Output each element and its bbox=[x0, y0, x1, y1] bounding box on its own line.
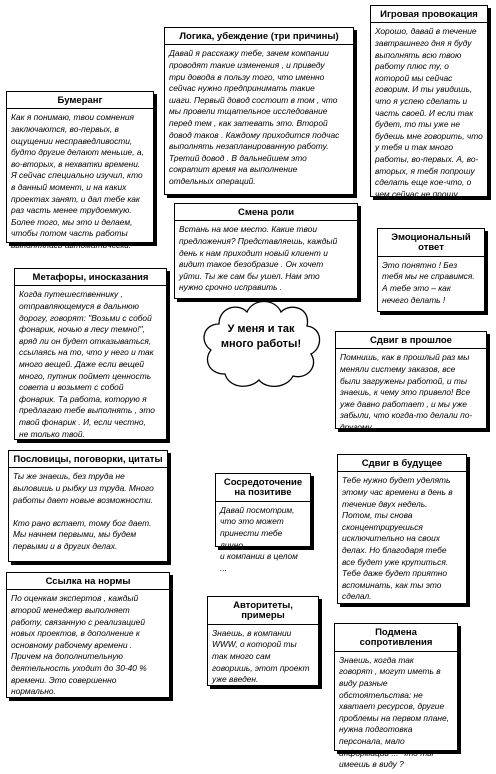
card-shift-past bbox=[335, 331, 487, 432]
card-text: Помнишь, как в прошлый раз мы меняли систему заказов, все были загружены работой, и ты знаешь, к чему это привело! Все уже давно работает , и мы уже забыли, что когда-то делали по- другому. bbox=[340, 352, 473, 432]
card-title: Эмоциональный ответ bbox=[378, 229, 484, 257]
card-text: Знаешь, когда так говорят , могут иметь в виду разные обстоятельства: не хватает ресурсов, другие проблемы на первом плане, нужна подготовка персонала, мало информации ... Что ты имеешь в виду ? bbox=[339, 654, 449, 770]
card-shift-future bbox=[337, 454, 467, 604]
card-text: Давай я расскажу тебе, зачем компании проводят такие изменения , и приведу три довода в пользу того, что именно сейчас нужно предпринимать такие шаги. Первый довод состоит в том , что мы провели тщательное исследование перед тем , как затевать это. Второй довод таков . Каждому приходится подчас выполнять незапланированную работу. Третий довод . В дальнейшем это сократит время на выполнение отдельных операций. bbox=[169, 48, 340, 186]
card-text: Встань на мое место. Какие твои предложения? Представляешь, каждый день к нам приходит новый клиент и видит такое безобразие . Он хочет уйти. Ты же сам бы ушел. Нам это нужно срочно исправить . bbox=[179, 224, 338, 293]
card-title: Сосредоточение на позитиве bbox=[216, 474, 310, 502]
card-proverbs bbox=[8, 450, 168, 562]
card-game-provocation bbox=[370, 5, 488, 197]
card-title: Сдвиг в будущее bbox=[338, 455, 466, 472]
card-title: Игровая провокация bbox=[371, 6, 487, 23]
card-role-change bbox=[174, 203, 358, 299]
card-emotional-answer bbox=[377, 228, 485, 312]
card-text: Хорошо, давай в течение завтрашнего дня я буду выполнять всю твою работу плюс ту, о которой мы сейчас говорим. И ты увидишь, что я успею сделать и часть своей. И если так будет, то ты уже не будешь мне говорить, что у тебя и так много работы, во-первых. А, во- вторых, я тебя попрошу сделать еще кое-что, о чем сейчас не прошу. bbox=[375, 26, 483, 199]
card-title: Логика, убеждение (три причины) bbox=[165, 28, 353, 45]
card-text: Это понятно ! Без тебя мы не справимся. А тебе это – как нечего делать ! bbox=[382, 259, 475, 305]
card-text: Как я понимаю, твои сомнения заключаются, во-первых, в ощущении несправедливости, будто другие делают меньше, а, во-вторых, в нехватки времени. Я сейчас специально изучил, кто в данный момент, и на каких проектах занят, и дал тебе как раз часть менее трудоемкую. Более того, мы это и делаем, чтобы потом часть работы выполнялась автоматически. bbox=[11, 112, 144, 250]
card-title: Ссылка на нормы bbox=[7, 573, 169, 590]
card-title: Сдвиг в прошлое bbox=[336, 332, 486, 349]
card-title: Метафоры, иносказания bbox=[15, 269, 166, 286]
card-norms bbox=[6, 572, 170, 698]
card-resistance-substitution bbox=[334, 623, 458, 770]
card-title: Пословицы, поговорки, цитаты bbox=[9, 451, 167, 468]
card-text: Когда путешественнику , отправляющемуся в дальнюю дорогу, говорят: "Возьми с собой фонарик, ночью в лесу темно!", вряд ли он будет отказываться, ссылаясь на то, что у него и так много вещей. Даже если вещей много, путник поймет ценность совета и возьмет с собой фонарик. Та работа, которую я предлагаю тебе выполнять , это твой фонарик . И, если честно, не только твой. bbox=[19, 289, 155, 439]
card-authorities bbox=[207, 596, 319, 686]
card-text: Ты же знаешь, без труда не выловишь и рыбку из труда. Много работы дает новые возможности. Кто рано встает, тому бог дает. Мы начнем первыми, мы будем первыми и в других делах. bbox=[13, 471, 154, 551]
card-title: Подмена сопротивления bbox=[335, 624, 457, 652]
card-metaphors bbox=[14, 268, 167, 440]
card-text: Тебе нужно будет уделять этому час времени в день в течение двух недель. Потом, ты снова сконцентрируешься исключительно на своих делах. Но благодаря тебе все будет уже крутиться. Тебе даже будет приятно вспоминать, как ты это сделал. bbox=[342, 475, 453, 602]
card-title: Бумеранг bbox=[7, 92, 153, 109]
card-text: Давай посмотрим, что это может принести тебе лично и компании в целом ... bbox=[220, 504, 298, 573]
card-bumerang bbox=[6, 91, 154, 250]
card-title: Смена роли bbox=[175, 204, 357, 221]
card-positive-focus bbox=[215, 473, 311, 573]
card-title: Авторитеты, примеры bbox=[208, 597, 318, 625]
central-phrase: У меня и так много работы! bbox=[220, 323, 302, 350]
card-text: По оценкам экспертов , каждый второй менеджер выполняет работу, связанную с реализацией новых проектов, в дополнение к основному рабочему времени . Причем на дополнительную деятельность уходит до 30-40 % времени. Это совершенно нормально. bbox=[11, 593, 147, 697]
card-logic bbox=[164, 27, 354, 195]
card-text: Знаешь, в компании WWW, о которой ты так много сам говоришь, этот проект уже введен. bbox=[212, 627, 310, 685]
central-cloud bbox=[195, 290, 327, 398]
